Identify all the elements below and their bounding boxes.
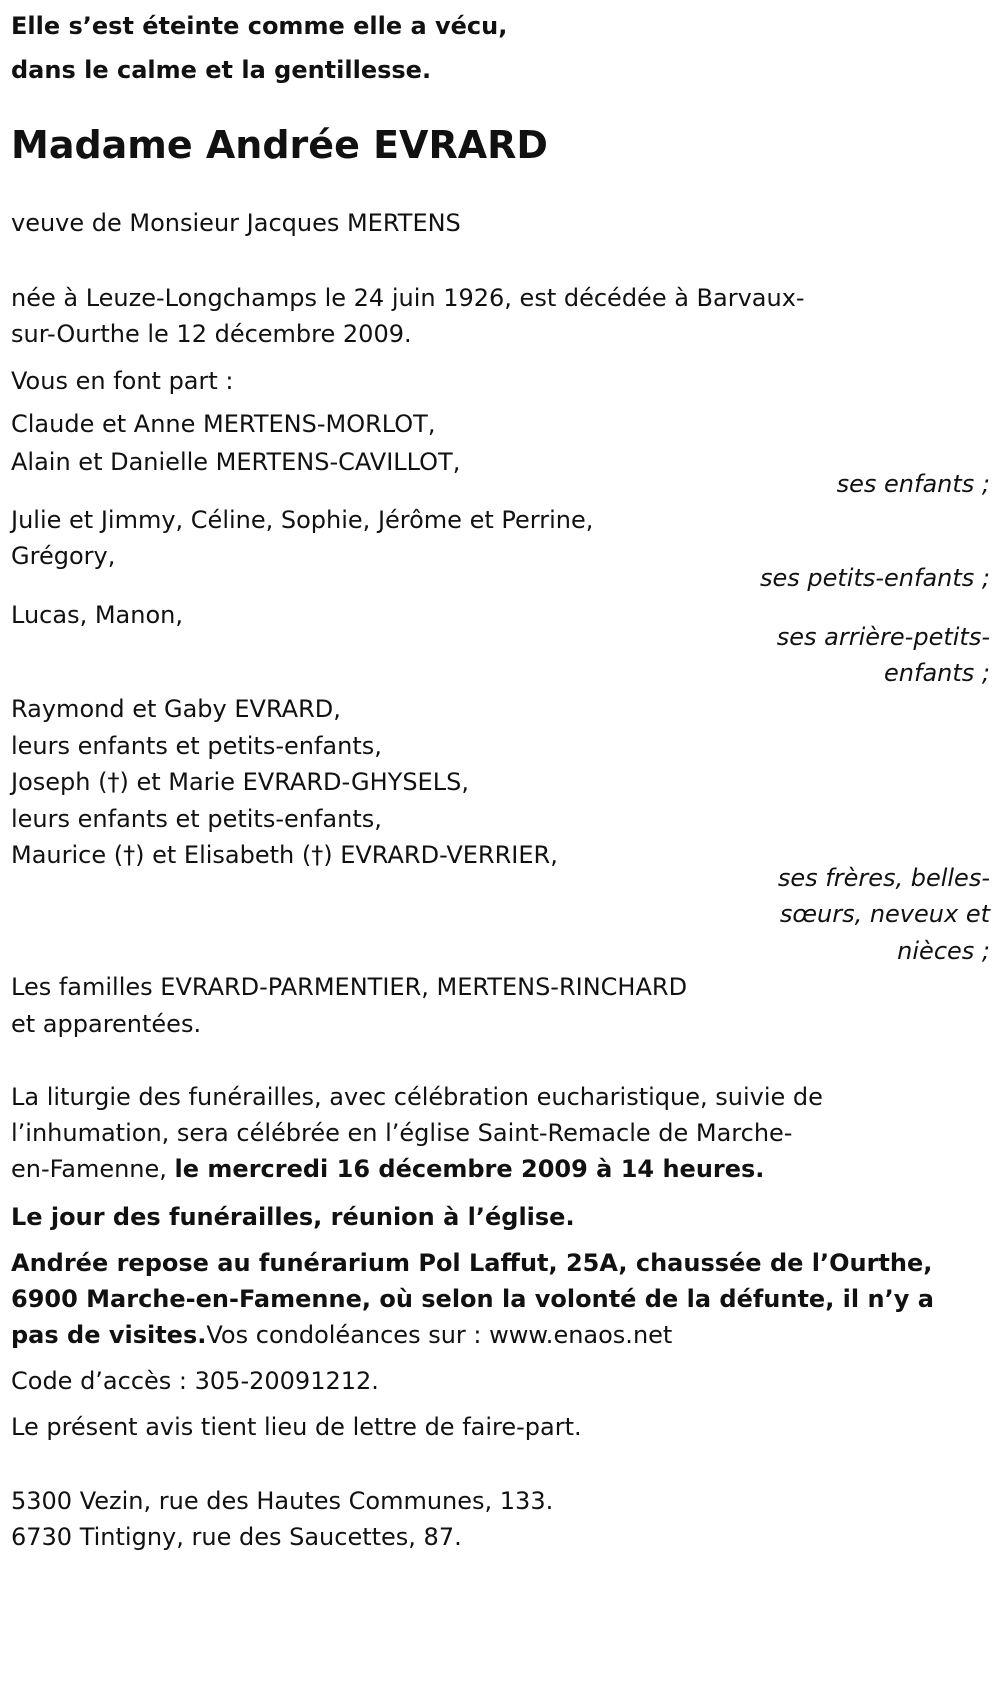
liturgy-line [11,1157,764,1181]
birth-death-line: née à Leuze-Longchamps le 24 juin 1926, est décédée à Barvaux- [11,284,805,312]
grandchildren-line: Julie et Jimmy, Céline, Sophie, Jérôme et Perrine, [11,506,594,534]
epigraph-line: dans le calme et la gentillesse. [11,56,432,84]
no-visits-note: pas de visites. [11,1321,207,1349]
address-line: 5300 Vezin, rue des Hautes Communes, 133. [11,1487,554,1515]
meeting-note: Le jour des funérailles, réunion à l’église. [11,1203,575,1231]
birth-death-line: sur-Ourthe le 12 décembre 2009. [11,320,412,348]
liturgy-line: l’inhumation, sera célébrée en l’église Saint-Remacle de Marche- [11,1119,793,1147]
siblings-role: nièces ; [897,937,990,965]
notice-text: Le présent avis tient lieu de lettre de faire-part. [11,1413,582,1441]
grandchildren-line: Grégory, [11,542,116,570]
grandchildren-role: ses petits-enfants ; [759,564,990,592]
address-line: 6730 Tintigny, rue des Saucettes, 87. [11,1523,462,1551]
families-line: et apparentées. [11,1010,202,1038]
children-line: Claude et Anne MERTENS-MORLOT, [11,410,436,438]
siblings-line: Joseph (†) et Marie EVRARD-GHYSELS, [11,768,469,796]
funerarium-line: Andrée repose au funérarium Pol Laffut, 25A, chaussée de l’Ourthe, [11,1249,933,1277]
families-line: Les familles EVRARD-PARMENTIER, MERTENS-RINCHARD [11,973,688,1001]
great-grandchildren-line: Lucas, Manon, [11,601,183,629]
condolences-note: Vos condoléances sur : www.enaos.net [206,1321,673,1349]
intro-text: Vous en font part : [11,367,234,395]
siblings-line: leurs enfants et petits-enfants, [11,732,382,760]
funerarium-line [11,1323,672,1347]
epigraph-line: Elle s’est éteinte comme elle a vécu, [11,12,508,40]
liturgy-line: La liturgie des funérailles, avec célébration eucharistique, suivie de [11,1083,823,1111]
great-grandchildren-role: ses arrière-petits- [776,623,990,651]
siblings-line: leurs enfants et petits-enfants, [11,805,382,833]
siblings-line: Maurice (†) et Elisabeth (†) EVRARD-VERRIER, [11,841,558,869]
funerarium-line: 6900 Marche-en-Famenne, où selon la volonté de la défunte, il n’y a [11,1285,934,1313]
widow-of: veuve de Monsieur Jacques MERTENS [11,209,461,237]
funeral-date: le mercredi 16 décembre 2009 à 14 heures. [174,1155,765,1183]
great-grandchildren-role: enfants ; [884,659,990,687]
children-line: Alain et Danielle MERTENS-CAVILLOT, [11,448,461,476]
siblings-role: ses frères, belles- [777,864,990,892]
siblings-role: sœurs, neveux et [779,900,990,928]
liturgy-place: en-Famenne, [11,1155,167,1183]
access-code: Code d’accès : 305-20091212. [11,1367,379,1395]
deceased-name: Madame Andrée EVRARD [11,123,548,167]
siblings-line: Raymond et Gaby EVRARD, [11,695,341,723]
children-role: ses enfants ; [836,470,990,498]
